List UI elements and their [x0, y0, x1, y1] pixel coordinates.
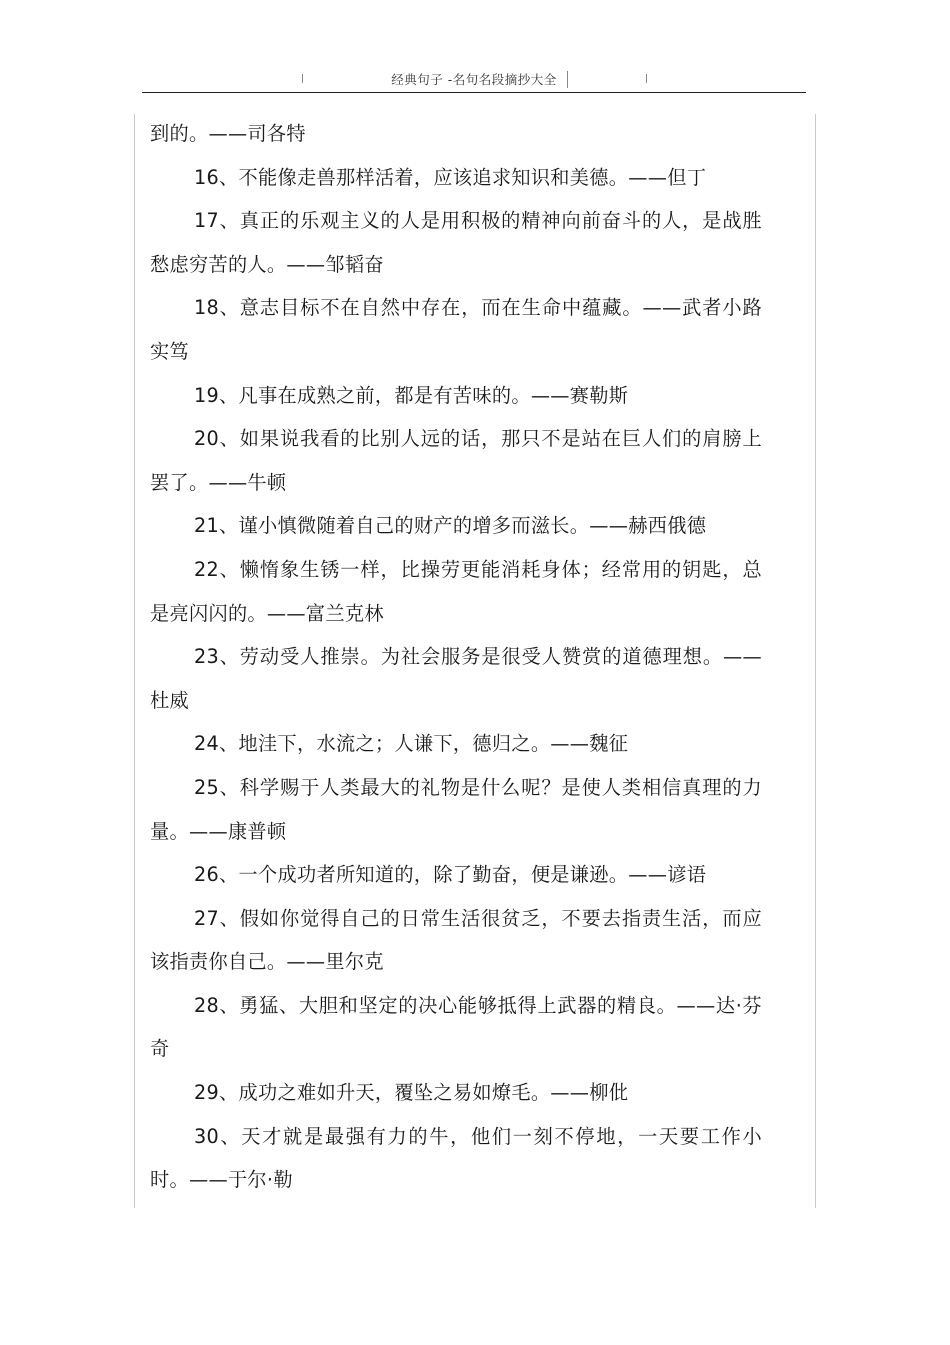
- quote-paragraph: 21、谨小慎微随着自己的财产的增多而滋长。——赫西俄德: [194, 514, 707, 538]
- header-tick-right: [646, 74, 647, 83]
- quote-paragraph: 22、懒惰象生锈一样，比操劳更能消耗身体；经常用的钥匙，总是亮闪闪的。——富兰克林: [150, 557, 762, 625]
- quote-paragraph: 27、假如你觉得自己的日常生活很贫乏，不要去指责生活，而应该指责你自己。——里尔克: [150, 906, 762, 974]
- quote-paragraph: 18、意志目标不在自然中存在，而在生命中蕴藏。——武者小路实笃: [150, 296, 762, 363]
- quote-paragraph: 17、真正的乐观主义的人是用积极的精神向前奋斗的人，是战胜愁虑穷苦的人。——邹韬奋: [150, 209, 762, 276]
- right-margin-line: [815, 114, 816, 1208]
- header-title: 经典句子 -名句名段摘抄大全: [391, 72, 557, 87]
- page-header: [142, 66, 806, 93]
- quote-paragraph: 25、科学赐于人类最大的礼物是什么呢？是使人类相信真理的力量。——康普顿: [150, 775, 762, 843]
- quote-paragraph: 到的。——司各特: [150, 122, 306, 145]
- quote-paragraph: 23、劳动受人推崇。为社会服务是很受人赞赏的道德理想。——杜威: [150, 645, 762, 712]
- left-margin-line: [134, 114, 135, 1208]
- quote-paragraph: 24、地洼下，水流之；人谦下，德归之。——魏征: [194, 732, 629, 756]
- quote-list: [150, 112, 762, 1202]
- quote-paragraph: 20、如果说我看的比别人远的话，那只不是站在巨人们的肩膀上罢了。——牛顿: [150, 427, 762, 494]
- quote-paragraph: 26、一个成功者所知道的，除了勤奋，便是谦逊。——谚语: [194, 863, 707, 887]
- quote-paragraph: 16、不能像走兽那样活着，应该追求知识和美德。——但丁: [194, 165, 707, 189]
- quote-paragraph: 19、凡事在成熟之前，都是有苦味的。——赛勒斯: [194, 383, 629, 407]
- quote-paragraph: 29、成功之难如升天，覆坠之易如燎毛。——柳仳: [194, 1081, 629, 1105]
- quote-paragraph: 30、天才就是最强有力的牛，他们一刻不停地，一天要工作小时。——于尔·勒: [150, 1124, 762, 1192]
- header-tick-mid: [567, 71, 568, 88]
- quote-paragraph: 28、勇猛、大胆和坚定的决心能够抵得上武器的精良。——达·芬奇: [150, 993, 762, 1061]
